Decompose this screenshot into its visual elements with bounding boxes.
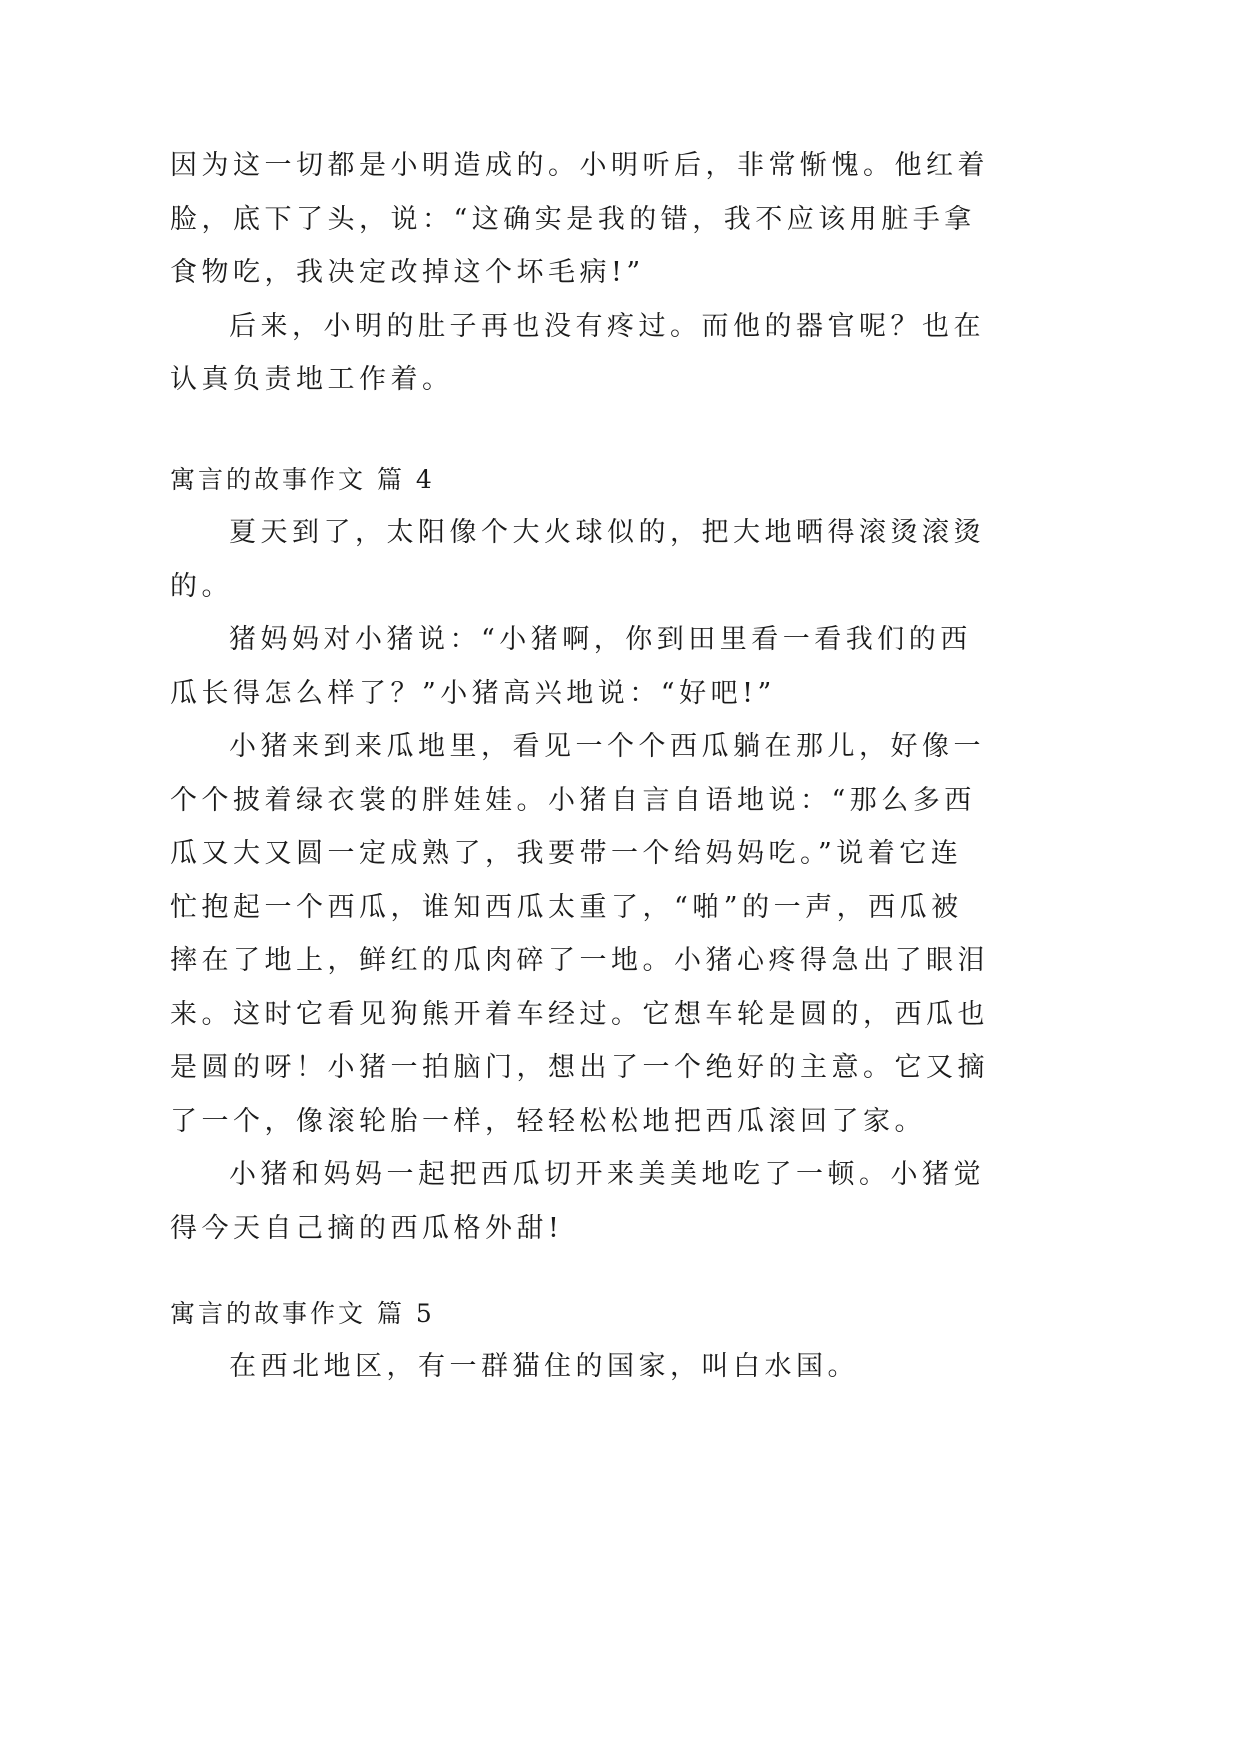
paragraph — [170, 720, 989, 1148]
paragraph — [170, 1340, 945, 1394]
paragraph — [170, 506, 985, 613]
text-line: 来。这时它看见狗熊开着车经过。它想车轮是圆的，西瓜也 — [170, 998, 989, 1030]
text-line: 夏天到了，太阳像个大火球似的，把大地晒得滚烫滚烫 — [229, 517, 985, 548]
paragraph — [170, 613, 972, 720]
text-block-story-3-ending — [170, 139, 989, 407]
paragraph — [170, 1148, 985, 1255]
text-line: 后来，小明的肚子再也没有疼过。而他的器官呢？也在 — [229, 310, 985, 342]
text-line: 瓜又大又圆一定成熟了，我要带一个给妈妈吃。”说着它连 — [170, 838, 963, 869]
paragraph — [170, 300, 985, 407]
text-block-story-5 — [170, 1340, 945, 1394]
text-line: 瓜长得怎么样了？”小猪高兴地说：“好吧!” — [170, 677, 776, 709]
text-block-story-4 — [170, 506, 989, 1255]
section-heading-5: 寓言的故事作文 篇 5 — [170, 1299, 435, 1328]
text-line: 小猪来到来瓜地里，看见一个个西瓜躺在那儿，好像一 — [229, 731, 985, 762]
text-line: 忙抱起一个西瓜，谁知西瓜太重了，“啪”的一声，西瓜被 — [170, 891, 963, 923]
text-line: 脸，底下了头，说：“这确实是我的错，我不应该用脏手拿 — [170, 203, 976, 235]
text-line: 食物吃，我决定改掉这个坏毛病!” — [170, 257, 645, 288]
text-line: 的。 — [170, 570, 233, 602]
text-line: 了一个，像滚轮胎一样，轻轻松松地把西瓜滚回了家。 — [170, 1105, 926, 1137]
text-line: 得今天自己摘的西瓜格外甜! — [170, 1212, 564, 1244]
text-line: 摔在了地上，鲜红的瓜肉碎了一地。小猪心疼得急出了眼泪 — [170, 945, 989, 976]
text-line: 个个披着绿衣裳的胖娃娃。小猪自言自语地说：“那么多西 — [170, 784, 976, 816]
text-line: 因为这一切都是小明造成的。小明听后，非常惭愧。他红着 — [170, 150, 989, 181]
text-line: 在西北地区，有一群猫住的国家，叫白水国。 — [229, 1351, 859, 1382]
text-line: 猪妈妈对小猪说：“小猪啊，你到田里看一看我们的西 — [229, 624, 972, 655]
text-line: 认真负责地工作着。 — [170, 364, 454, 395]
text-line: 小猪和妈妈一起把西瓜切开来美美地吃了一顿。小猪觉 — [229, 1159, 985, 1190]
paragraph — [170, 139, 989, 300]
text-line: 是圆的呀！小猪一拍脑门，想出了一个绝好的主意。它又摘 — [170, 1052, 989, 1083]
section-heading-4: 寓言的故事作文 篇 4 — [170, 465, 435, 494]
